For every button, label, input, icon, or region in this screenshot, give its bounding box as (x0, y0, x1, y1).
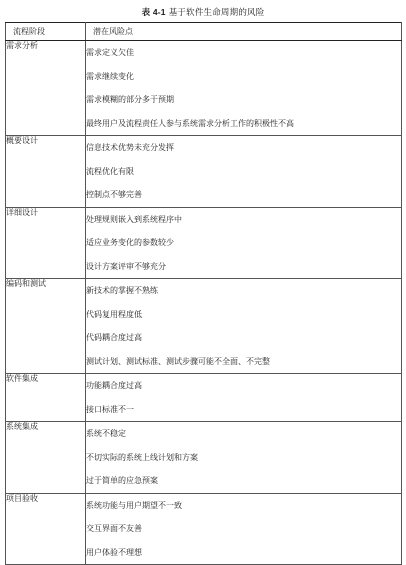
risk-table (5, 22, 402, 565)
risk-item: 最终用户及流程责任人参与系统需求分析工作的积极性不高 (86, 118, 294, 128)
risk-item: 系统功能与用户期望不一致 (86, 500, 182, 510)
risk-item: 测试计划、测试标准、测试步骤可能不全面、不完整 (86, 356, 270, 366)
risk-list-cell (86, 136, 402, 208)
risk-item: 需求继续变化 (86, 71, 134, 81)
risk-item: 用户体验不理想 (86, 547, 142, 557)
risk-item: 流程优化有限 (86, 166, 134, 176)
risk-list-cell (86, 493, 402, 565)
stage-cell: 软件集成 (6, 374, 86, 422)
header-risk-points: 潜在风险点 (86, 23, 402, 41)
risk-item: 新技术的掌握不熟练 (86, 286, 158, 295)
risk-item: 接口标准不一 (86, 404, 134, 414)
risk-list-cell (86, 41, 402, 136)
stage-cell: 项目验收 (6, 493, 86, 565)
table-row (6, 136, 402, 208)
risk-list-cell (86, 279, 402, 374)
stage-cell: 需求分析 (6, 41, 86, 136)
table-row (6, 207, 402, 279)
stage-cell: 概要设计 (6, 136, 86, 208)
header-stage: 流程阶段 (6, 23, 86, 41)
stage-cell: 系统集成 (6, 422, 86, 494)
risk-item: 需求定义欠佳 (86, 48, 134, 57)
risk-item: 过于简单的应急预案 (86, 476, 158, 485)
risk-item: 控制点不够完善 (86, 190, 142, 199)
table-row (6, 374, 402, 422)
risk-item: 需求模糊的部分多于预期 (86, 95, 174, 104)
risk-list-cell (86, 207, 402, 279)
table-row (6, 422, 402, 494)
risk-item: 不切实际的系统上线计划和方案 (86, 452, 198, 462)
stage-cell: 编码和测试 (6, 279, 86, 374)
risk-item: 系统不稳定 (86, 429, 126, 438)
table-row (6, 279, 402, 374)
risk-item: 处理规则嵌入到系统程序中 (86, 214, 182, 224)
table-body (6, 41, 402, 565)
table-header-row (6, 23, 402, 41)
table-row (6, 41, 402, 136)
risk-item: 适应业务变化的参数较少 (86, 238, 174, 247)
risk-item: 代码耦合度过高 (86, 333, 142, 342)
risk-item: 代码复用程度低 (86, 309, 142, 319)
risk-item: 设计方案评审不够充分 (86, 261, 166, 271)
table-row (6, 493, 402, 565)
risk-list-cell (86, 374, 402, 422)
risk-item: 交互界面不友善 (86, 524, 142, 533)
risk-list-cell (86, 422, 402, 494)
table-number: 表 4-1 (141, 7, 166, 17)
risk-item: 信息技术优势未充分发挥 (86, 143, 174, 152)
table-caption (0, 7, 406, 18)
stage-cell: 详细设计 (6, 207, 86, 279)
risk-item: 功能耦合度过高 (86, 381, 142, 390)
table-title: 基于软件生命周期的风险 (168, 8, 265, 18)
